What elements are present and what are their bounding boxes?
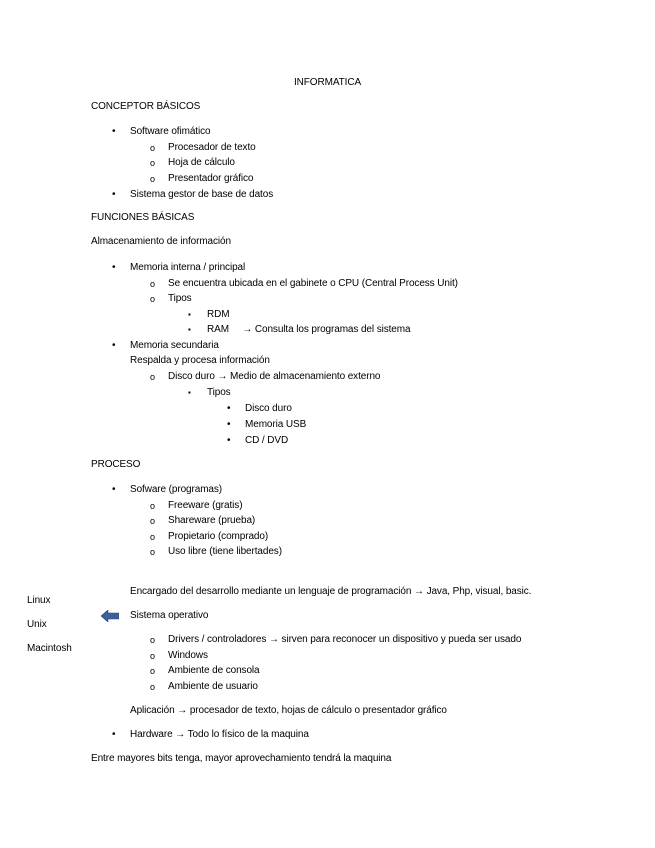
list-item-freeware: Freeware (gratis) (168, 500, 243, 511)
bullet-circle-icon: o (150, 279, 155, 289)
bullet-circle-icon: o (150, 532, 155, 542)
paragraph-entre-mayores: Entre mayores bits tenga, mayor aprovechamiento tendrá la maquina (91, 753, 392, 764)
list-item-drivers: Drivers / controladores → sirven para reconocer un dispositivo y pueda ser usado (168, 634, 522, 645)
list-item-hoja-calculo: Hoja de cálculo (168, 157, 235, 168)
bullet-square-icon: ▪ (188, 325, 191, 334)
list-item-tipos: Tipos (168, 293, 192, 304)
bullet-disc-icon: • (112, 262, 116, 273)
heading-funciones: FUNCIONES BÁSICAS (91, 212, 195, 223)
bullet-circle-icon: o (150, 682, 155, 692)
bullet-circle-icon: o (150, 158, 155, 168)
list-item-ram: RAM → Consulta los programas del sistema (207, 324, 411, 335)
bullet-circle-icon: o (150, 501, 155, 511)
list-item-memoria-usb: Memoria USB (245, 419, 307, 430)
list-item-tipos-secundaria: Tipos (207, 387, 231, 398)
bullet-circle-icon: o (150, 651, 155, 661)
list-item-uso-libre: Uso libre (tiene libertades) (168, 546, 282, 557)
side-note-unix: Unix (27, 619, 47, 630)
list-item-respalda: Respalda y procesa información (130, 355, 270, 366)
list-item-disco-duro-externo: Disco duro → Medio de almacenamiento externo (168, 371, 381, 382)
list-item-sistema-gestor: Sistema gestor de base de datos (130, 189, 274, 200)
side-note-macintosh: Macintosh (27, 643, 72, 654)
bullet-disc-icon: • (112, 189, 116, 200)
paragraph-aplicacion: Aplicación → procesador de texto, hojas de cálculo o presentador gráfico (130, 705, 447, 716)
bullet-circle-icon: o (150, 666, 155, 676)
bullet-disc-icon: • (112, 729, 116, 740)
bullet-square-icon: ▪ (188, 310, 191, 319)
list-item-procesador-texto: Procesador de texto (168, 142, 256, 153)
list-item-ambiente-consola: Ambiente de consola (168, 665, 260, 676)
list-item-memoria-secundaria: Memoria secundaria (130, 340, 219, 351)
list-item-rdm: RDM (207, 309, 230, 320)
list-item-sofware: Sofware (programas) (130, 484, 223, 495)
bullet-circle-icon: o (150, 143, 155, 153)
bullet-square-icon: ▪ (188, 388, 191, 397)
bullet-disc-icon: • (112, 126, 116, 137)
list-item-propietario: Propietario (comprado) (168, 531, 269, 542)
bullet-disc-icon: • (227, 435, 231, 446)
list-item-presentador-grafico: Presentador gráfico (168, 173, 254, 184)
paragraph-encargado: Encargado del desarrollo mediante un lenguaje de programación → Java, Php, visual, basic. (130, 586, 532, 597)
list-item-gabinete-cpu: Se encuentra ubicada en el gabinete o CPU (Central Process Unit) (168, 278, 458, 289)
heading-almacenamiento: Almacenamiento de información (91, 236, 231, 247)
bullet-circle-icon: o (150, 635, 155, 645)
list-item-hardware: Hardware → Todo lo físico de la maquina (130, 729, 309, 740)
list-item-software-ofimatico: Software ofimático (130, 126, 211, 137)
list-item-disco-duro: Disco duro (245, 403, 292, 414)
document-title: INFORMATICA (294, 77, 362, 88)
list-item-memoria-interna: Memoria interna / principal (130, 262, 246, 273)
paragraph-sistema-operativo: Sistema operativo (130, 610, 209, 621)
bullet-disc-icon: • (227, 403, 231, 414)
heading-conceptos: CONCEPTOR BÁSICOS (91, 101, 201, 112)
list-item-windows: Windows (168, 650, 208, 661)
bullet-disc-icon: • (227, 419, 231, 430)
side-note-linux: Linux (27, 595, 51, 606)
bullet-circle-icon: o (150, 372, 155, 382)
list-item-cd-dvd: CD / DVD (245, 435, 289, 446)
bullet-disc-icon: • (112, 340, 116, 351)
list-item-shareware: Shareware (prueba) (168, 515, 256, 526)
bullet-circle-icon: o (150, 516, 155, 526)
left-arrow-icon (101, 610, 119, 622)
bullet-disc-icon: • (112, 484, 116, 495)
heading-proceso: PROCESO (91, 459, 141, 470)
bullet-circle-icon: o (150, 174, 155, 184)
bullet-circle-icon: o (150, 294, 155, 304)
list-item-ambiente-usuario: Ambiente de usuario (168, 681, 258, 692)
bullet-circle-icon: o (150, 547, 155, 557)
